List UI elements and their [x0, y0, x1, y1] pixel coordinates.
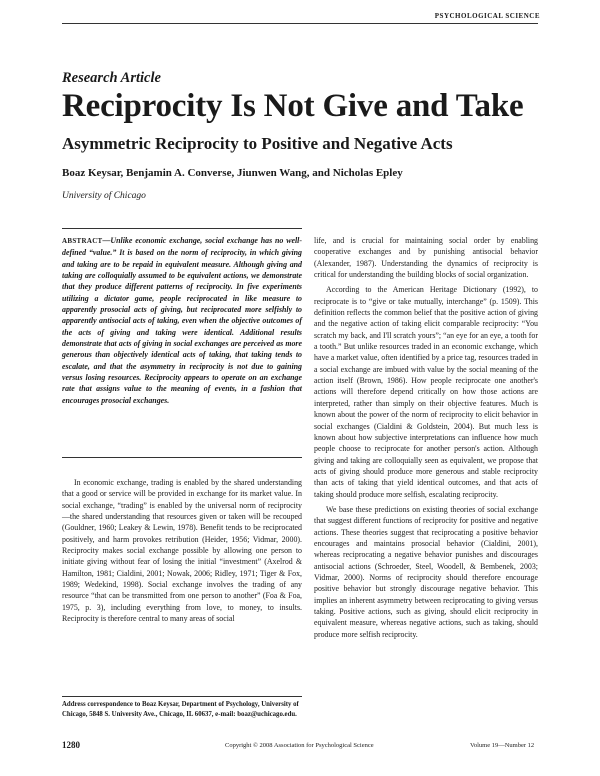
paragraph: We base these predictions on existing theories of social exchange that suggest different functions of reciprocity for positive and negative actions. These theories suggest that reciprocating a positive behavior encourages and maintains prosocial behavior (Cialdini, 2001), whereas reciprocating a negative behavior punishes and discourages antisocial actions (Schroeder, Steel, Woodell, & Bembenek, 2003; Vidmar, 2000). Norms of reciprocity should therefore encourage positive behavior but strongly discourage negative behavior. This implies an inherent asymmetry between reciprocating to giving versus taking. Positive actions, such as giving, should elicit reciprocity in equivalent measure, whereas negative actions, such as taking, should produce more selfish reciprocity.	[314, 504, 538, 639]
header-rule	[62, 23, 538, 24]
author-list: Boaz Keysar, Benjamin A. Converse, Jiunwen Wang, and Nicholas Epley	[62, 167, 403, 179]
page-number: 1280	[62, 740, 80, 750]
abstract-rule-bottom	[62, 457, 302, 458]
correspondence-footnote: Address correspondence to Boaz Keysar, Department of Psychology, University of Chicago, 5848 S. University Ave., Chicago, IL 60637, e-mail: boaz@uchicago.edu.	[62, 701, 299, 718]
paragraph: According to the American Heritage Dictionary (1992), to reciprocate is to “give or take mutually, interchange” (p. 1509). This definition reflects the common belief that the positive action of giving and the negative action of taking elicit comparable reciprocity: “You scratch my back, and I'll scratch yours”; “an eye for an eye, a tooth for a tooth.” But unlike resources traded in an economic exchange, which have a market value, often identified by a price tag, resources traded in a social exchange are imbued with value by the social meaning of the action itself (Brown, 1986). How people reciprocate one another's actions will therefore depend critically on how those actions are interpreted, rather than simply on their objective features. Much is known about the power of the norm of reciprocity to elicit behavior in social exchanges (Cialdini & Goldstein, 2004). But much less is known about how subjective interpretations can influence how much people choose to reciprocate for another person's action. Although giving and taking are colloquially seen as equivalent, we propose that acts of giving should produce more generous and stable reciprocity than acts of taking that yield identical outcomes, and that acts of taking should produce more selfish, escalating reciprocity.	[314, 285, 538, 499]
journal-name: PSYCHOLOGICAL SCIENCE	[434, 12, 540, 20]
affiliation: University of Chicago	[62, 191, 146, 201]
article-subtitle: Asymmetric Reciprocity to Positive and Negative Acts	[62, 134, 453, 153]
article-title: Reciprocity Is Not Give and Take	[62, 88, 524, 124]
abstract-rule-top	[62, 228, 302, 229]
paragraph: In economic exchange, trading is enabled by the shared understanding that a good or service will be provided in exchange for its market value. In social exchange, “trading” is enabled by the universal norm of reciprocity—the shared understanding that resources given or taken will be recouped (Gouldner, 1960; Leakey & Lewin, 1978). Benefit tends to be reciprocated positively, and harm provokes retribution (Heider, 1956; Vidmar, 2000). Reciprocity makes social exchange possible by allowing one person to initiate giving without fear of losing the initial “investment” (Axelrod & Hamilton, 1981; Cialdini, 2001; Nowak, 2006; Ridley, 1971; Tiger & Fox, 1989; Wedekind, 1998). Social exchange involves the trading of any resource “that can be transmitted from one person to another” (Foa & Foa, 1975, p. 3), including everything from love, to money, to insults. Reciprocity is therefore central to many areas of social	[62, 478, 302, 624]
abstract	[62, 235, 302, 406]
body-column-right	[314, 235, 538, 644]
article-type: Research Article	[62, 70, 161, 86]
volume-info: Volume 19—Number 12	[470, 742, 535, 749]
abstract-label: ABSTRACT	[62, 237, 103, 245]
paragraph: life, and is crucial for maintaining social order by enabling cooperative exchanges and by punishing antisocial behavior (Alexander, 1987). Understanding the dynamics of reciprocity is critical for understanding the building blocks of social organization.	[314, 236, 538, 280]
copyright-notice: Copyright © 2008 Association for Psychological Science	[225, 742, 374, 749]
abstract-text: —Unlike economic exchange, social exchange has no well-defined “value.” It is based on the norm of reciprocity, in which giving and taking are to be repaid in equivalent measure. Although giving and taking are colloquially assumed to be equivalent actions, we demonstrate that they produce different patterns of reciprocity. In five experiments utilizing a dictator game, people reciprocated in like measure to apparently prosocial acts of giving, but reciprocated more selfishly to apparently antisocial acts of taking, even when the objective outcomes of the acts of giving and taking were identical. Additional results demonstrate that acts of giving in social exchanges are perceived as more generous than objectively identical acts of taking, that taking tends to escalate, and that the asymmetry in reciprocity is not due to gaining versus losing resources. Reciprocity appears to operate on an exchange rate that assigns value to the meaning of events, in a fashion that encourages prosocial exchanges.	[62, 236, 302, 405]
footnote-rule	[62, 696, 302, 697]
body-column-left	[62, 477, 302, 628]
